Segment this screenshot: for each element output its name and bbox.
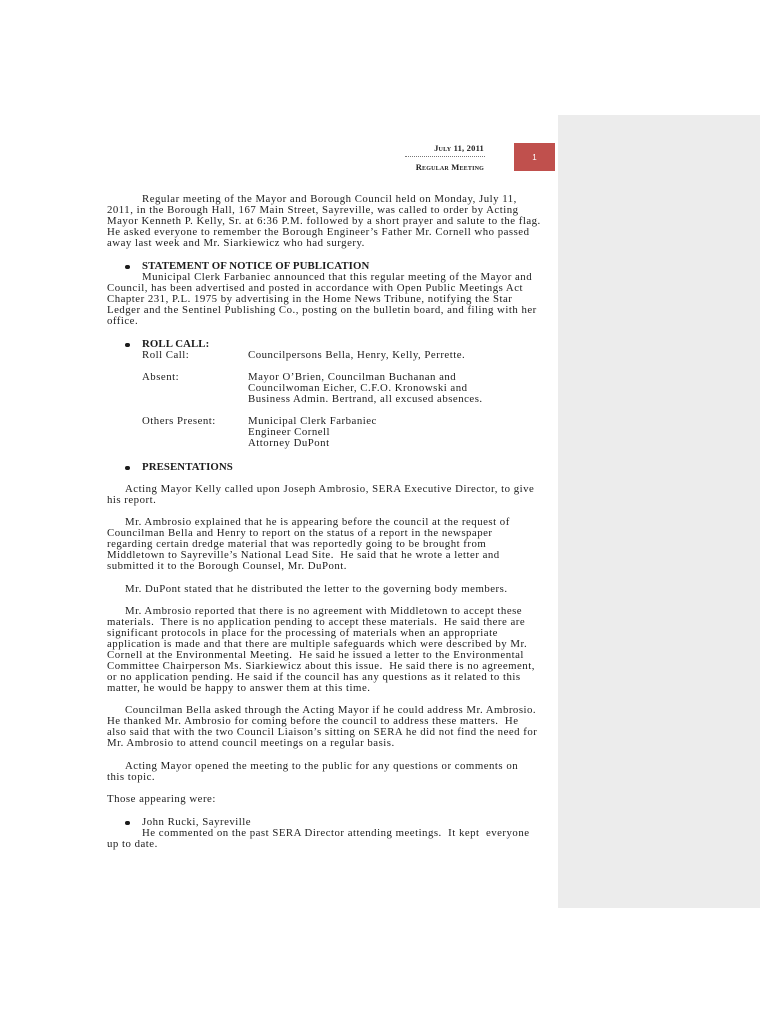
presentations-paragraph <box>107 761 553 783</box>
section-heading-presentations: PRESENTATIONS <box>142 461 233 473</box>
paragraph-line: Chapter 231, P.L. 1975 by advertising in the Home News Tribune, notifying the Star <box>107 293 513 305</box>
bullet-icon <box>125 821 130 826</box>
paragraph-line: Mr. Ambrosio to attend council meetings on a regular basis. <box>107 737 395 749</box>
roll-call-value: Councilwoman Eicher, C.F.O. Kronowski and <box>248 382 468 394</box>
roll-call-value: Mayor O’Brien, Councilman Buchanan and <box>248 371 457 383</box>
public-comment-intro <box>107 794 553 805</box>
bullet-icon <box>125 265 130 270</box>
paragraph-line: Mr. Ambrosio explained that he is appearing before the council at the request of <box>125 516 510 528</box>
paragraph-line: 2011, in the Borough Hall, 167 Main Street, Sayreville, was called to order by Acting <box>107 204 519 216</box>
roll-call-row-others-present <box>107 416 553 449</box>
paragraph-line: or no application pending. He said if the council has any questions as it related to this <box>107 671 521 683</box>
speaker-name: John Rucki, Sayreville <box>142 816 252 828</box>
paragraph-line: Mr. Ambrosio reported that there is no agreement with Middletown to accept these <box>125 605 523 617</box>
roll-call-label: Absent: <box>142 371 180 383</box>
roll-call-row-absent <box>107 372 553 405</box>
roll-call-value: Engineer Cornell <box>248 426 331 438</box>
paragraph-line: matter, he would be happy to answer them at this time. <box>107 682 371 694</box>
public-speaker-item <box>107 817 553 850</box>
paragraph-line: Councilman Bella asked through the Acting Mayor if he could address Mr. Ambrosio. <box>125 704 537 716</box>
presentations-paragraph <box>107 606 553 694</box>
paragraph-line: also said that with the two Council Liaison’s sitting on SERA he did not find the need for <box>107 726 538 738</box>
paragraph-line: Municipal Clerk Farbaniec announced that this regular meeting of the Mayor and <box>142 271 533 283</box>
paragraph-line: application is made and that there are multiple safeguards which were described by Mr. <box>107 638 528 650</box>
roll-call-values <box>248 350 465 361</box>
page-number: 1 <box>532 152 537 162</box>
paragraph-line: Mayor Kenneth P. Kelly, Sr. at 6:36 P.M. followed by a short prayer and salute to the flag. <box>107 215 541 227</box>
header-date: July 11, 2011 <box>434 143 484 153</box>
paragraph-line: away last week and Mr. Siarkiewicz who had surgery. <box>107 237 365 249</box>
roll-call-value: Municipal Clerk Farbaniec <box>248 415 377 427</box>
header-meeting-type: Regular Meeting <box>415 162 484 172</box>
paragraph-line: He commented on the past SERA Director attending meetings. It kept everyone <box>142 827 530 839</box>
notice-section <box>107 261 553 327</box>
presentations-paragraph <box>107 484 553 506</box>
roll-call-label: Others Present: <box>142 415 216 427</box>
paragraph-line: Regular meeting of the Mayor and Borough Council held on Monday, July 11, <box>142 193 517 205</box>
paragraph-line: regarding certain dredge material that was reportedly going to be brought from <box>107 538 487 550</box>
paragraph-line: He thanked Mr. Ambrosio for coming before the council to address these matters. He <box>107 715 519 727</box>
bullet-icon <box>125 466 130 471</box>
paragraph-line: Mr. DuPont stated that he distributed the letter to the governing body members. <box>125 583 508 595</box>
paragraph-line: Council, has been advertised and posted in accordance with Open Public Meetings Act <box>107 282 523 294</box>
paragraph-line: up to date. <box>107 838 158 850</box>
paragraph-line: his report. <box>107 494 157 506</box>
intro-paragraph <box>107 194 553 249</box>
paragraph-line: He asked everyone to remember the Borough Engineer’s Father Mr. Cornell who passed <box>107 226 530 238</box>
header-rule <box>405 156 485 157</box>
roll-call-values <box>248 416 377 449</box>
page-number-badge <box>514 143 555 171</box>
roll-call-value: Business Admin. Bertrand, all excused absences. <box>248 393 483 405</box>
paragraph-line: Cornell at the Environmental Meeting. He said he issued a letter to the Environmental <box>107 649 524 661</box>
roll-call-label: Roll Call: <box>142 349 190 361</box>
roll-call-section <box>107 339 553 449</box>
paragraph-line: this topic. <box>107 771 156 783</box>
roll-call-row-present <box>107 350 553 361</box>
paragraph-line: Those appearing were: <box>107 793 216 805</box>
bullet-icon <box>125 343 130 348</box>
presentations-heading-block <box>107 462 553 473</box>
comment-margin-panel <box>558 115 760 908</box>
section-heading-roll-call: ROLL CALL: <box>142 338 210 350</box>
presentations-paragraph <box>107 517 553 572</box>
roll-call-value: Attorney DuPont <box>248 437 330 449</box>
paragraph-line: office. <box>107 315 139 327</box>
paragraph-line: Councilman Bella and Henry to report on the status of a report in the newspaper <box>107 527 493 539</box>
paragraph-line: materials. There is no application pending to accept these materials. He said there are <box>107 616 526 628</box>
roll-call-value: Councilpersons Bella, Henry, Kelly, Perrette. <box>248 349 466 361</box>
paragraph-line: Committee Chairperson Ms. Siarkiewicz about this issue. He said there is no agreement, <box>107 660 535 672</box>
paragraph-line: significant protocols in place for the processing of materials when an appropriate <box>107 627 498 639</box>
paragraph-line: Middletown to Sayreville’s National Lead Site. He said that he wrote a letter and <box>107 549 500 561</box>
paragraph-line: Acting Mayor opened the meeting to the public for any questions or comments on <box>125 760 519 772</box>
paragraph-line: submitted it to the Borough Counsel, Mr. DuPont. <box>107 560 347 572</box>
presentations-paragraph <box>107 584 553 595</box>
presentations-paragraph <box>107 705 553 749</box>
roll-call-values <box>248 372 483 405</box>
section-heading-notice: STATEMENT OF NOTICE OF PUBLICATION <box>142 260 370 272</box>
paragraph-line: Ledger and the Sentinel Publishing Co., posting on the bulletin board, and filing with her <box>107 304 537 316</box>
paragraph-line: Acting Mayor Kelly called upon Joseph Ambrosio, SERA Executive Director, to give <box>125 483 535 495</box>
